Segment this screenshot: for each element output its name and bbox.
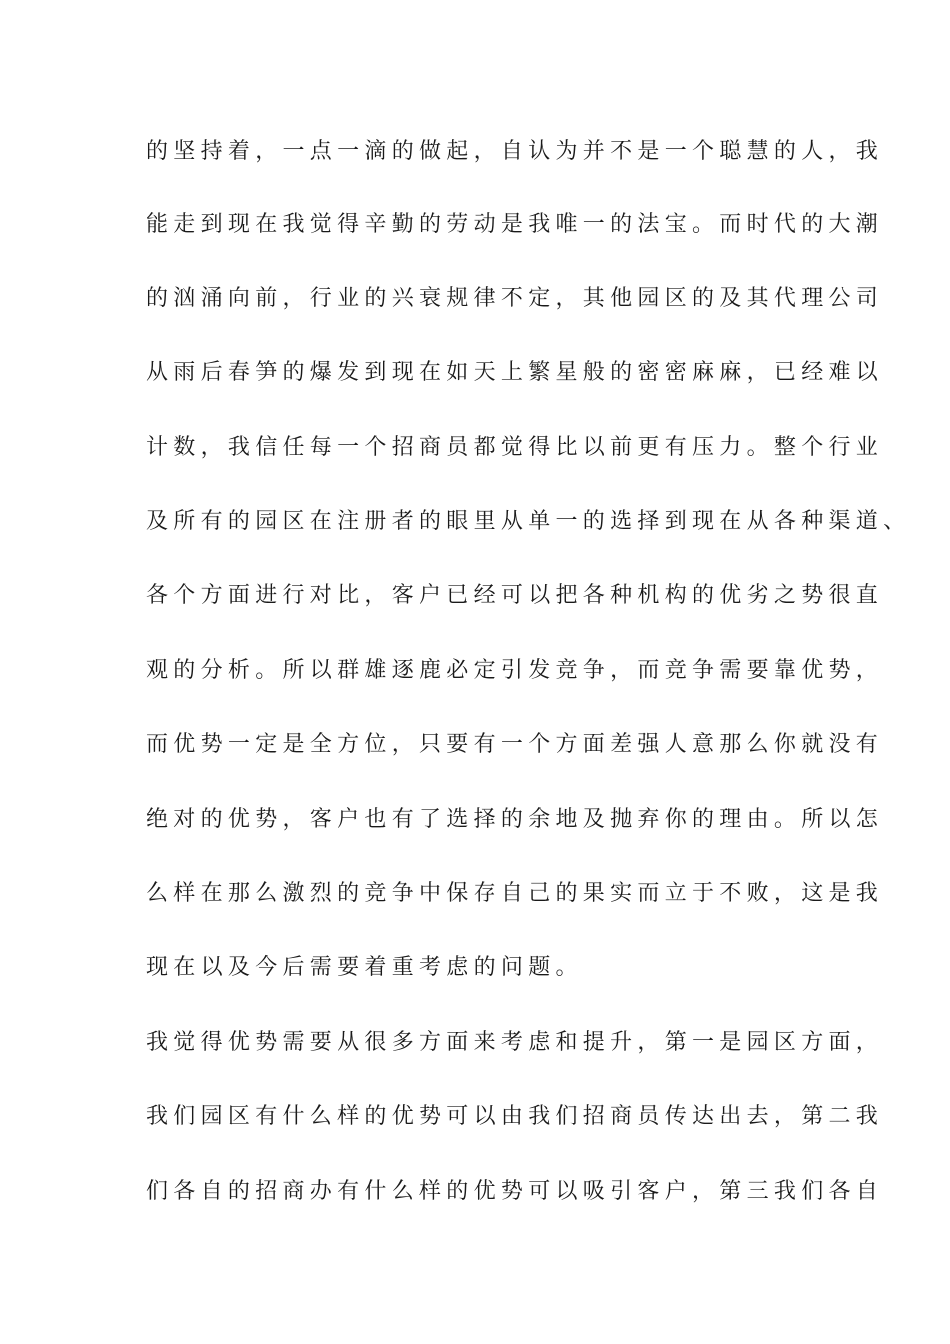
text-line-13: 我觉得优势需要从很多方面来考虑和提升，第一是园区方面， xyxy=(146,1030,884,1055)
text-line-12: 现在以及今后需要着重考虑的问题。 xyxy=(146,955,583,980)
text-line-1: 的坚持着，一点一滴的做起，自认为并不是一个聪慧的人，我 xyxy=(146,139,884,164)
text-line-3: 的汹涌向前，行业的兴衰规律不定，其他园区的及其代理公司 xyxy=(146,286,884,311)
text-line-2: 能走到现在我觉得辛勤的劳动是我唯一的法宝。而时代的大潮 xyxy=(146,212,884,237)
text-line-7: 各个方面进行对比，客户已经可以把各种机构的优劣之势很直 xyxy=(146,583,884,608)
text-line-10: 绝对的优势，客户也有了选择的余地及抛弃你的理由。所以怎 xyxy=(146,807,884,832)
text-line-14: 我们园区有什么样的优势可以由我们招商员传达出去，第二我 xyxy=(146,1104,884,1129)
text-line-9: 而优势一定是全方位，只要有一个方面差强人意那么你就没有 xyxy=(146,732,884,757)
text-line-15: 们各自的招商办有什么样的优势可以吸引客户，第三我们各自 xyxy=(146,1179,884,1204)
text-line-6: 及所有的园区在注册者的眼里从单一的选择到现在从各种渠道、 xyxy=(146,509,911,534)
text-line-5: 计数，我信任每一个招商员都觉得比以前更有压力。整个行业 xyxy=(146,435,884,460)
text-line-4: 从雨后春笋的爆发到现在如天上繁星般的密密麻麻，已经难以 xyxy=(146,360,884,385)
text-line-11: 么样在那么激烈的竞争中保存自己的果实而立于不败，这是我 xyxy=(146,881,884,906)
text-line-8: 观的分析。所以群雄逐鹿必定引发竞争，而竞争需要靠优势， xyxy=(146,658,884,683)
